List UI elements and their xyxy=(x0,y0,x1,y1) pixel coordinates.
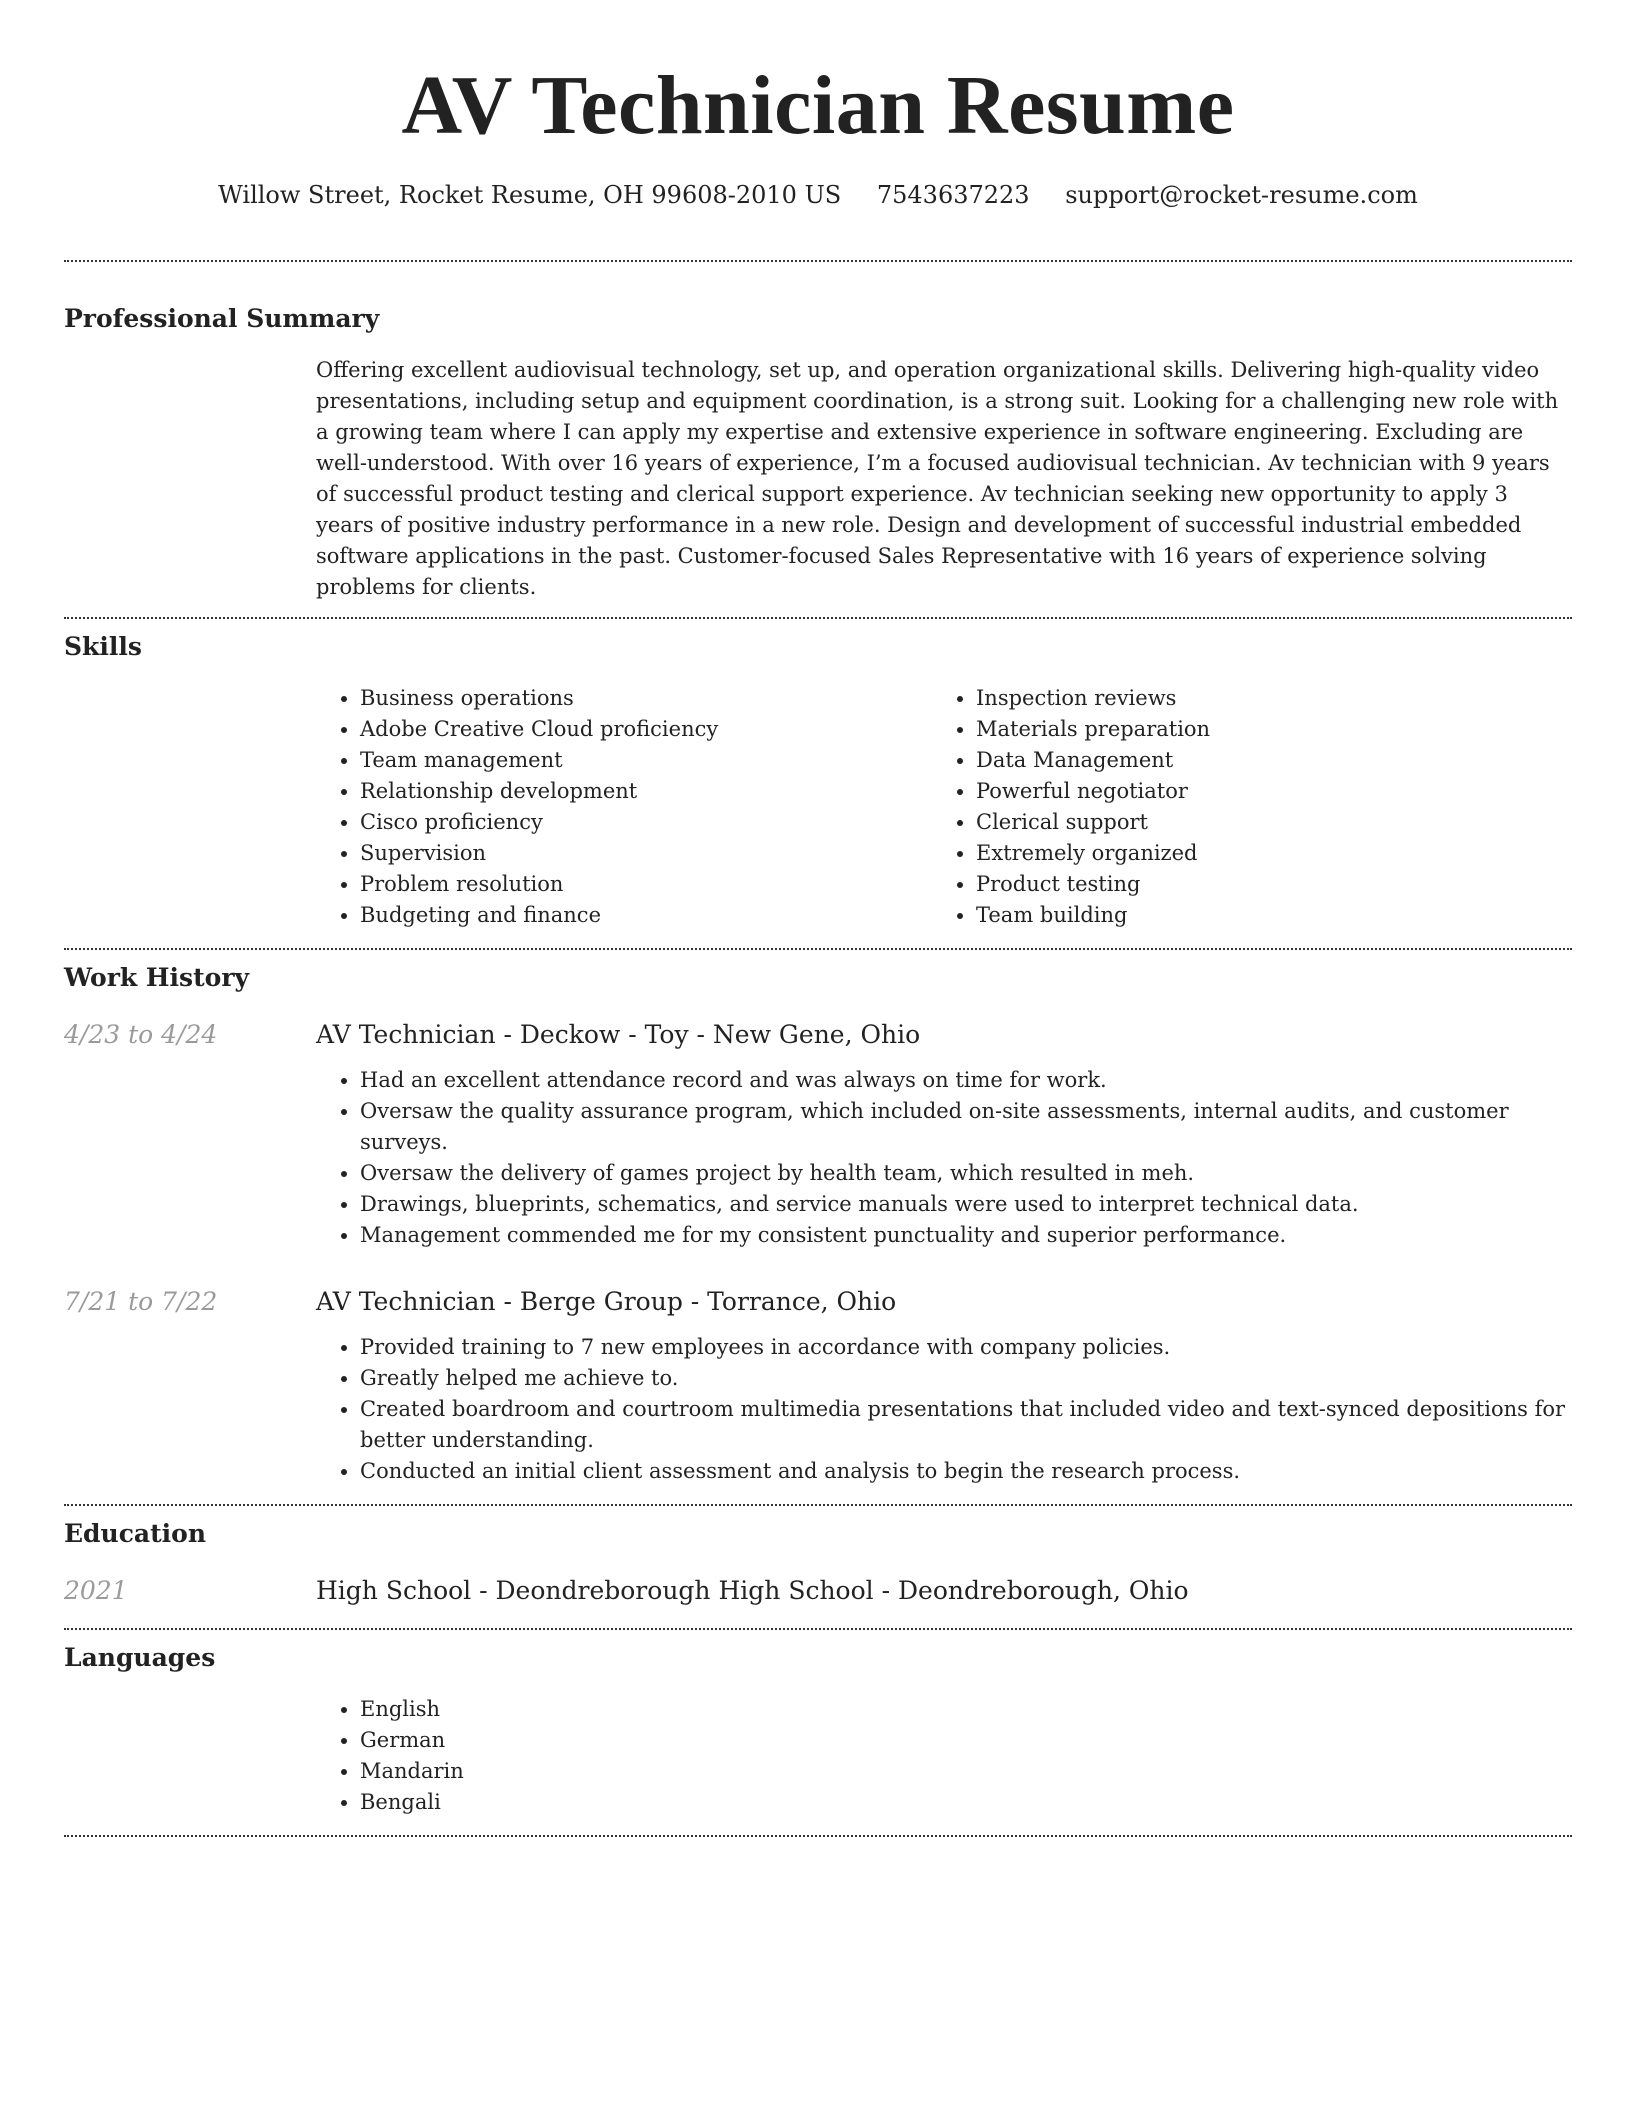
language-item: • Mandarin xyxy=(360,1756,1572,1787)
job-bullets xyxy=(316,1065,1572,1251)
job-entry xyxy=(64,1285,1572,1487)
divider xyxy=(64,1835,1572,1837)
skills-list-left xyxy=(316,683,932,931)
summary-section xyxy=(64,302,1572,603)
job-header xyxy=(64,1018,1572,1052)
skill-item: • Product testing xyxy=(976,869,1548,900)
job-bullet: • Management commended me for my consistent punctuality and superior performance. xyxy=(360,1220,1572,1251)
language-item: • German xyxy=(360,1725,1572,1756)
resume-page xyxy=(64,0,1572,1837)
skills-columns xyxy=(316,683,1572,931)
summary-content xyxy=(316,355,1572,603)
education-title: High School - Deondreborough High School - Deondreborough, Ohio xyxy=(316,1576,1189,1605)
skill-item: • Budgeting and finance xyxy=(360,900,932,931)
contact-address: Willow Street, Rocket Resume, OH 99608-2010 US xyxy=(218,181,842,209)
job-bullet: • Created boardroom and courtroom multimedia presentations that included video and text-synced depositions for better understanding. xyxy=(360,1394,1572,1456)
summary-heading: Professional Summary xyxy=(64,304,380,333)
skill-item: • Team management xyxy=(360,745,932,776)
skill-item: • Inspection reviews xyxy=(976,683,1548,714)
education-section xyxy=(64,1517,1572,1608)
job-title: AV Technician - Berge Group - Torrance, Ohio xyxy=(316,1287,897,1316)
job-header xyxy=(64,1285,1572,1319)
job-details xyxy=(316,1065,1572,1251)
divider xyxy=(64,617,1572,619)
skill-item: • Powerful negotiator xyxy=(976,776,1548,807)
skill-item: • Adobe Creative Cloud proficiency xyxy=(360,714,932,745)
contact-line xyxy=(64,178,1572,212)
divider xyxy=(64,1504,1572,1506)
skills-list-right xyxy=(932,683,1548,931)
job-bullets xyxy=(316,1332,1572,1487)
job-bullet: • Provided training to 7 new employees in accordance with company policies. xyxy=(360,1332,1572,1363)
job-date: 4/23 to 4/24 xyxy=(64,1020,218,1049)
divider xyxy=(64,260,1572,262)
work-section xyxy=(64,961,1572,1487)
summary-text: Offering excellent audiovisual technology, set up, and operation organizational skills. Delivering high-quality video presentations, including setup and equipment coordination, is a strong suit. Looking for a challenging new role with a growing team where I can apply my expertise and extensive experience in software engineering. Excluding are well-understood. With over 16 years of experience, I’m a focused audiovisual technician. Av technician with 9 years of successful product testing and clerical support experience. Av technician seeking new opportunity to apply 3 years of positive industry performance in a new role. Design and development of successful industrial embedded software applications in the past. Customer-focused Sales Representative with 16 years of experience solving problems for clients. xyxy=(316,358,1559,599)
skills-section xyxy=(64,630,1572,931)
skill-item: • Relationship development xyxy=(360,776,932,807)
divider xyxy=(64,948,1572,950)
job-bullet: • Drawings, blueprints, schematics, and service manuals were used to interpret technical data. xyxy=(360,1189,1572,1220)
job-title: AV Technician - Deckow - Toy - New Gene, Ohio xyxy=(316,1020,921,1049)
skill-item: • Cisco proficiency xyxy=(360,807,932,838)
job-bullet: • Oversaw the delivery of games project by health team, which resulted in meh. xyxy=(360,1158,1572,1189)
job-entry xyxy=(64,1018,1572,1251)
skill-item: • Materials preparation xyxy=(976,714,1548,745)
languages-content xyxy=(316,1694,1572,1818)
work-heading: Work History xyxy=(64,963,250,992)
education-heading: Education xyxy=(64,1519,207,1548)
job-bullet: • Had an excellent attendance record and was always on time for work. xyxy=(360,1065,1572,1096)
languages-heading: Languages xyxy=(64,1643,216,1672)
skill-item: • Business operations xyxy=(360,683,932,714)
language-item: • English xyxy=(360,1694,1572,1725)
job-bullet: • Oversaw the quality assurance program, which included on-site assessments, internal audits, and customer surveys. xyxy=(360,1096,1572,1158)
skill-item: • Extremely organized xyxy=(976,838,1548,869)
skills-heading: Skills xyxy=(64,632,142,661)
skill-item: • Problem resolution xyxy=(360,869,932,900)
job-bullet: • Greatly helped me achieve to. xyxy=(360,1363,1572,1394)
skill-item: • Supervision xyxy=(360,838,932,869)
divider xyxy=(64,1628,1572,1630)
job-bullet: • Conducted an initial client assessment and analysis to begin the research process. xyxy=(360,1456,1572,1487)
resume-title: AV Technician Resume xyxy=(401,59,1235,152)
skill-item: • Data Management xyxy=(976,745,1548,776)
language-item: • Bengali xyxy=(360,1787,1572,1818)
job-details xyxy=(316,1332,1572,1487)
languages-section xyxy=(64,1641,1572,1818)
contact-email: support@rocket-resume.com xyxy=(1065,181,1418,209)
languages-list xyxy=(316,1694,1572,1818)
education-date: 2021 xyxy=(64,1576,128,1605)
job-date: 7/21 to 7/22 xyxy=(64,1287,218,1316)
contact-phone: 7543637223 xyxy=(876,181,1030,209)
skill-item: • Clerical support xyxy=(976,807,1548,838)
education-entry xyxy=(64,1574,1572,1608)
skill-item: • Team building xyxy=(976,900,1548,931)
